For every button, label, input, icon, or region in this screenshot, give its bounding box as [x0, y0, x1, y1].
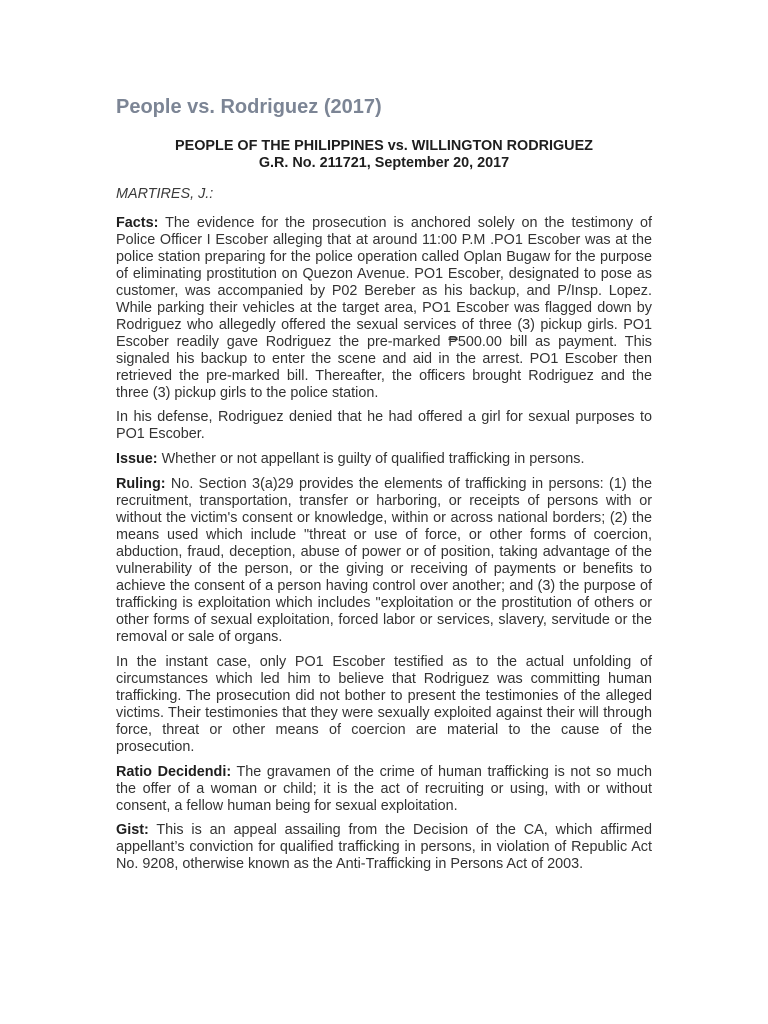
- facts-label: Facts:: [116, 215, 159, 231]
- ratio-label: Ratio Decidendi:: [116, 763, 232, 780]
- ruling-label: Ruling:: [116, 476, 166, 493]
- gist-text: This is an appeal assailing from the Decision of the CA, which affirmed appellant’s conviction for qualified trafficking in persons, in violation of Republic Act No. 9208, otherwise known as the Anti-Trafficking in Persons Act of 2003.: [116, 822, 652, 873]
- case-number: G.R. No. 211721, September 20, 2017: [258, 155, 510, 171]
- facts-paragraph: [116, 215, 652, 401]
- instant-case-text: In the instant case, only PO1 Escober testified as to the actual unfolding of circumstances which led him to believe that Rodriguez was committing human trafficking. The prosecution did not bother to present the testimonies of the alleged victims. Their testimonies that they were sexually exploited against their will through force, threat or other means of coercion are material to the cause of the prosecution.: [116, 653, 652, 755]
- ratio-paragraph: [116, 764, 652, 815]
- ponente: MARTIRES, J.:: [116, 186, 214, 202]
- document-title: People vs. Rodriguez (2017): [116, 96, 382, 118]
- case-heading: [116, 138, 652, 172]
- issue-paragraph: [116, 451, 652, 468]
- issue-text: Whether or not appellant is guilty of qualified trafficking in persons.: [157, 451, 585, 468]
- ruling-text: No. Section 3(a)29 provides the elements of trafficking in persons: (1) the recruitment, transportation, transfer or harboring, or receipts of persons with or without the victim's consent or knowledge, within or across national borders; (2) the means used which include "threat or use of force, or other forms of coercion, abduction, fraud, deception, abuse of power or of position, taking advantage of the vulnerability of the person, or the giving or receiving of payments or benefits to achieve the consent of a person having control over another; and (3) the purpose of trafficking is exploitation which includes "exploitation or the prostitution of others or other forms of sexual exploitation, forced labor or services, slavery, servitude or the removal or sale of organs.: [116, 476, 652, 645]
- defense-text: In his defense, Rodriguez denied that he had offered a girl for sexual purposes to PO1 Escober.: [116, 409, 652, 443]
- instant-case-paragraph: [116, 654, 652, 756]
- case-title: PEOPLE OF THE PHILIPPINES vs. WILLINGTON RODRIGUEZ: [175, 138, 593, 154]
- ratio-text: The gravamen of the crime of human trafficking is not so much the offer of a woman or child; it is the act of recruiting or using, with or without consent, a fellow human being for sexual exploitation.: [116, 763, 652, 814]
- document-page: [116, 94, 652, 881]
- issue-label: Issue:: [116, 451, 158, 468]
- gist-paragraph: [116, 822, 652, 873]
- ruling-paragraph: [116, 476, 652, 646]
- facts-text: The evidence for the prosecution is anchored solely on the testimony of Police Officer I Escober alleging that at around 11:00 P.M .PO1 Escober was at the police station preparing for the police operation called Oplan Bugaw for the purpose of eliminating prostitution on Quezon Avenue. PO1 Escober, designated to pose as customer, was accompanied by P02 Bereber as his backup, and P/Insp. Lopez. While parking their vehicles at the target area, PO1 Escober was flagged down by Rodriguez who allegedly offered the sexual services of three (3) pickup girls. PO1 Escober readily gave Rodriguez the pre-marked ₱500.00 bill as payment. This signaled his backup to enter the scene and aid in the arrest. PO1 Escober then retrieved the pre-marked bill. Thereafter, the officers brought Rodriguez and the three (3) pickup girls to the police station.: [116, 215, 652, 401]
- defense-paragraph: [116, 409, 652, 443]
- gist-label: Gist:: [116, 822, 149, 839]
